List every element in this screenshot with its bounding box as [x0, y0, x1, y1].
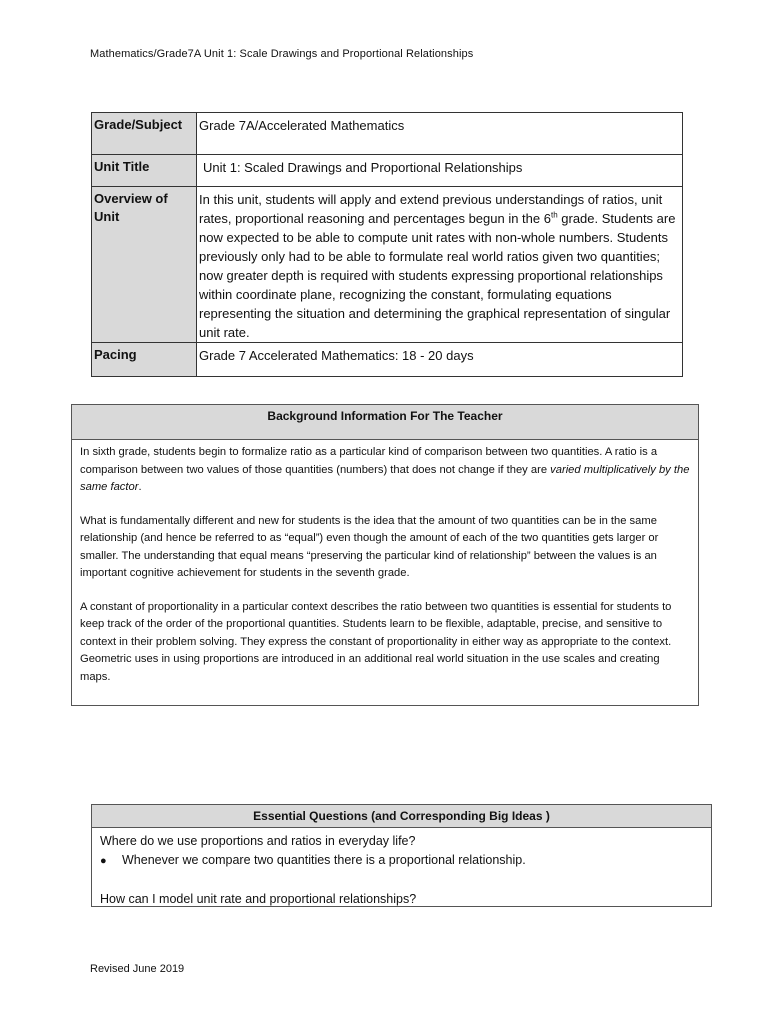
page-footer: Revised June 2019	[90, 963, 185, 975]
background-paragraph-2: What is fundamentally different and new for students is the idea that the amount of two quantities can be in the same relationship (and hence be referred to as “equal”) even though the amount of each of the two quantities gets larger or smaller. The understanding that equal means “preserving the particular kind of relationship” between the values is an important cognitive achievement for students in the seventh grade.	[80, 514, 659, 579]
background-p1-italic: varied multiplicatively by the same factor	[80, 463, 690, 493]
table-row	[92, 155, 683, 187]
background-body	[72, 440, 698, 686]
background-title: Background Information For The Teacher	[72, 405, 698, 440]
list-item	[100, 851, 703, 871]
background-paragraph-1	[80, 444, 690, 497]
essential-question-2: How can I model unit rate and proportional relationships?	[100, 892, 417, 906]
grade-subject-label: Grade/Subject	[92, 113, 197, 155]
unit-title-label: Unit Title	[92, 155, 197, 187]
overview-label: Overview of Unit	[92, 187, 197, 343]
background-p1-end: .	[138, 481, 142, 493]
overview-text-b: grade. Students are now expected to be able to compute unit rates with non-whole numbers. Students previously only had to be able to formulate real world ratios given two quantities; now greater depth is required with students expressing proportional relationships within coordinate plane, recognizing the constant, formulating equations representing the situation and determining the graphical representation of singular unit rate.	[199, 211, 676, 340]
big-idea-1: Whenever we compare two quantities there is a proportional relationship.	[122, 853, 526, 867]
background-paragraph-3: A constant of proportionality in a particular context describes the ratio between two quantities is essential for students to keep track of the order of the proportional quantities. Students learn to be flexible, adaptable, precise, and sensitive to context in their problem solving. They express the constant of proportionality in either way as appropriate to the context. Geometric uses in using proportions are introduced in an additional real world situation in the use scales and creating maps.	[80, 600, 672, 683]
pacing-value: Grade 7 Accelerated Mathematics: 18 - 20 days	[197, 343, 683, 377]
essential-questions-title: Essential Questions (and Corresponding Big Ideas )	[92, 805, 711, 828]
unit-title-value: Unit 1: Scaled Drawings and Proportional Relationships	[197, 155, 683, 187]
unit-summary-table	[91, 112, 683, 377]
table-row	[92, 113, 683, 155]
essential-questions-body	[92, 828, 711, 909]
background-p1-text: In sixth grade, students begin to formalize ratio as a particular kind of comparison between two quantities. A ratio is a comparison between two values of those quantities (numbers) that does not change if they are	[80, 446, 658, 476]
bullet-icon: ●	[100, 855, 107, 867]
overview-text-a: In this unit, students will apply and extend previous understandings of ratios, unit rates, proportional reasoning and percentages begun in the 6	[199, 192, 663, 226]
overview-value	[197, 187, 683, 343]
table-row	[92, 187, 683, 343]
table-row	[92, 343, 683, 377]
essential-question-1: Where do we use proportions and ratios in everyday life?	[100, 834, 416, 848]
background-info-box	[71, 404, 699, 706]
essential-questions-box	[91, 804, 712, 907]
page-header: Mathematics/Grade7A Unit 1: Scale Drawings and Proportional Relationships	[90, 48, 474, 60]
grade-subject-value: Grade 7A/Accelerated Mathematics	[197, 113, 683, 155]
pacing-label: Pacing	[92, 343, 197, 377]
overview-superscript: th	[550, 210, 558, 220]
